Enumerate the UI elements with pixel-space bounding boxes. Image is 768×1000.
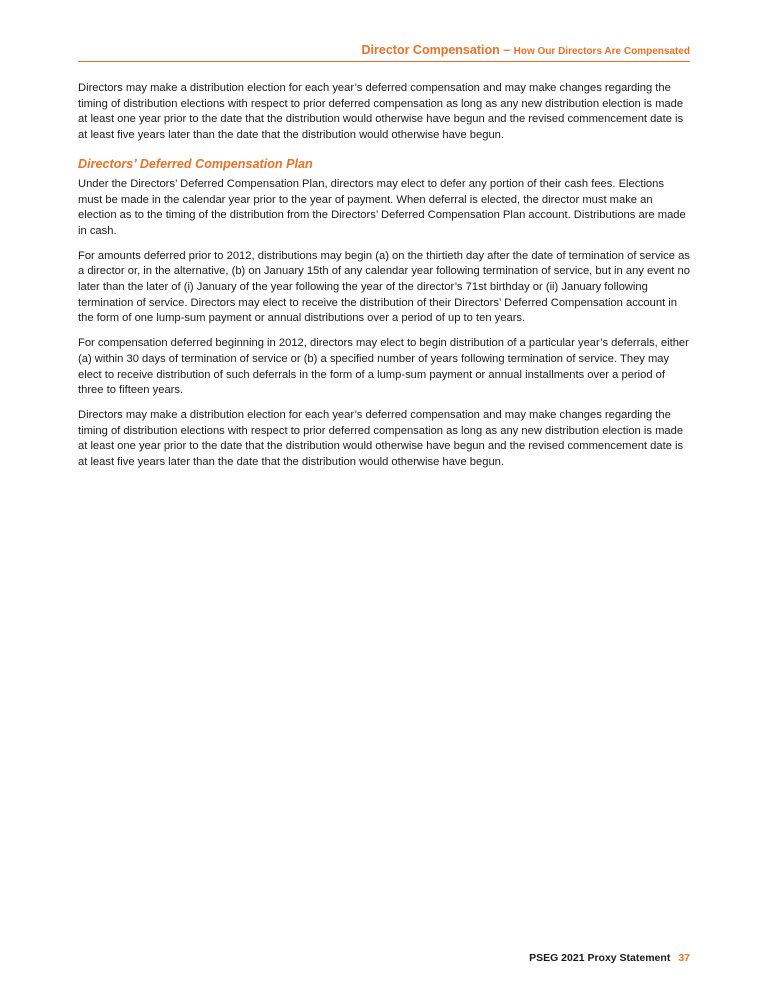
page-number: 37	[678, 952, 690, 964]
body-paragraph: Under the Directors’ Deferred Compensation Plan, directors may elect to defer any portion of their cash fees. Elections must be made in the calendar year prior to the year of payment. When deferral is elected, the director must make an election as to the timing of the distribution from the Directors’ Deferred Compensation Plan account. Distributions are made in cash.	[78, 177, 686, 237]
footer-document-title: PSEG 2021 Proxy Statement	[529, 952, 671, 964]
header-divider	[78, 61, 690, 62]
section-heading: Directors’ Deferred Compensation Plan	[78, 156, 313, 171]
body-paragraph: For compensation deferred beginning in 2012, directors may elect to begin distribution of a particular year’s deferrals, either (a) within 30 days of termination of service or (b) a specified number of years following termination of service. They may elect to receive distribution of such deferrals in the form of a lump-sum payment or annual installments over a period of three to fifteen years.	[78, 337, 689, 397]
page-body	[78, 81, 690, 480]
header-section-title: Director Compensation –	[361, 43, 514, 57]
body-paragraph: For amounts deferred prior to 2012, distributions may begin (a) on the thirtieth day after the date of termination of service as a director or, in the alternative, (b) on January 15th of any calendar year following termination of service, but in any event no later than the later of (i) January of the year following the year of the director’s 71st birthday or (ii) January following termination of service. Directors may elect to receive the distribution of their Directors’ Deferred Compensation account in the form of one lump-sum payment or annual distributions over a period of up to ten years.	[78, 249, 690, 325]
body-paragraph: Directors may make a distribution election for each year’s deferred compensation and may make changes regarding the timing of distribution elections with respect to prior deferred compensation as long as any new distribution election is made at least one year prior to the date that the distribution would otherwise have begun and the revised commencement date is at least five years later than the date that the distribution would otherwise have begun.	[78, 408, 684, 469]
page-footer	[529, 951, 690, 965]
running-header	[78, 42, 690, 60]
header-subsection-title: How Our Directors Are Compensated	[513, 46, 690, 57]
intro-paragraph: Directors may make a distribution election for each year’s deferred compensation and may make changes regarding the timing of distribution elections with respect to prior deferred compensation as long as any new distribution election is made at least one year prior to the date that the distribution would otherwise have begun and the revised commencement date is at least five years later than the date that the distribution would otherwise have begun.	[78, 82, 684, 142]
